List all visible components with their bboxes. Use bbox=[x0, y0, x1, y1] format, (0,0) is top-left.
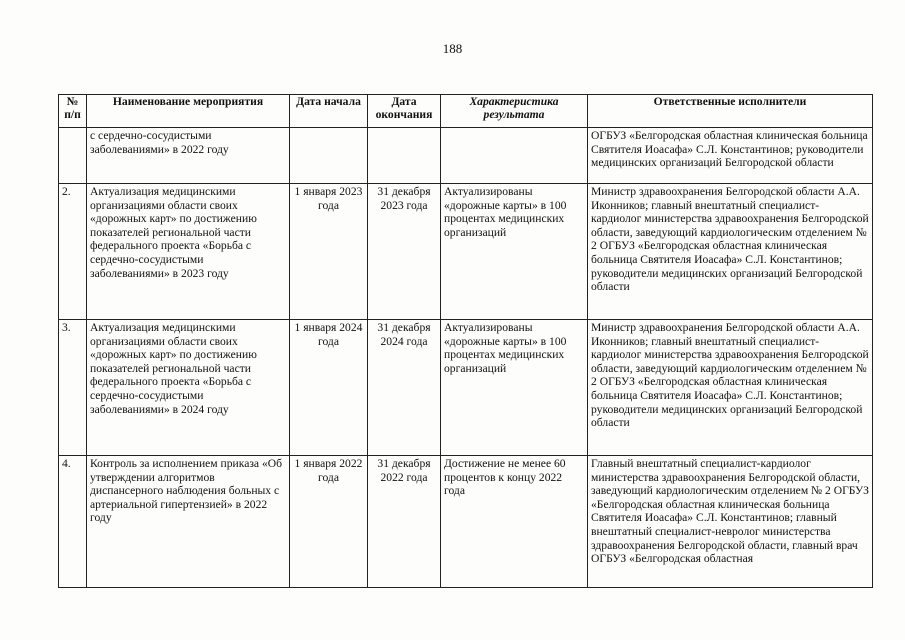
activity-name: Контроль за исполнением приказа «Об утверждении алгоритмов диспансерного наблюдения больных с артериальной гипертензией» в 2022 году bbox=[87, 456, 290, 588]
header-end-date: Дата окончания bbox=[368, 95, 441, 128]
activity-name: Актуализация медицинскими организациями области своих «дорожных карт» по достижению показателей региональной части федерального проекта «Борьба с сердечно-сосудистыми заболеваниями» в 2023 году bbox=[87, 184, 290, 320]
start-date bbox=[290, 128, 368, 184]
start-date: 1 января 2023 года bbox=[290, 184, 368, 320]
row-number bbox=[59, 128, 87, 184]
result-description: Актуализированы «дорожные карты» в 100 процентах медицинских организаций bbox=[441, 184, 588, 320]
end-date bbox=[368, 128, 441, 184]
start-date: 1 января 2022 года bbox=[290, 456, 368, 588]
header-result: Характеристика результата bbox=[441, 95, 588, 128]
table-row bbox=[59, 456, 873, 588]
result-description bbox=[441, 128, 588, 184]
responsible-persons: Министр здравоохранения Белгородской области А.А. Иконников; главный внештатный специалист-кардиолог министерства здравоохранения Белгородской области, заведующий кардиологическим отделением № 2 ОГБУЗ «Белгородская областная клиническая больница Святителя Иоасафа» С.Л. Константинов; руководители медицинских организаций Белгородской области bbox=[588, 184, 873, 320]
header-activity-name: Наименование мероприятия bbox=[87, 95, 290, 128]
header-start-date: Дата начала bbox=[290, 95, 368, 128]
result-description: Актуализированы «дорожные карты» в 100 процентах медицинских организаций bbox=[441, 320, 588, 456]
activity-name: с сердечно-сосудистыми заболеваниями» в 2022 году bbox=[87, 128, 290, 184]
header-number: № п/п bbox=[59, 95, 87, 128]
page-number: 188 bbox=[442, 41, 463, 56]
header-responsible: Ответственные исполнители bbox=[588, 95, 873, 128]
start-date: 1 января 2024 года bbox=[290, 320, 368, 456]
table-row bbox=[59, 128, 873, 184]
row-number: 3. bbox=[59, 320, 87, 456]
row-number: 4. bbox=[59, 456, 87, 588]
responsible-persons: ОГБУЗ «Белгородская областная клиническая больница Святителя Иоасафа» С.Л. Константинов; руководители медицинских организаций Белгородской области bbox=[588, 128, 873, 184]
result-description: Достижение не менее 60 процентов к концу 2022 года bbox=[441, 456, 588, 588]
responsible-persons: Министр здравоохранения Белгородской области А.А. Иконников; главный внештатный специалист-кардиолог министерства здравоохранения Белгородской области, заведующий кардиологическим отделением № 2 ОГБУЗ «Белгородская областная клиническая больница Святителя Иоасафа» С.Л. Константинов; руководители медицинских организаций Белгородской области bbox=[588, 320, 873, 456]
end-date: 31 декабря 2024 года bbox=[368, 320, 441, 456]
responsible-persons: Главный внештатный специалист-кардиолог министерства здравоохранения Белгородской области, заведующий кардиологическим отделением № 2 ОГБУЗ «Белгородская областная клиническая больница Святителя Иоасафа» С.Л. Константинов; главный внештатный специалист-невролог министерства здравоохранения Белгородской области, главный врач ОГБУЗ «Белгородская областная bbox=[588, 456, 873, 588]
table-header-row bbox=[59, 95, 873, 128]
activity-name: Актуализация медицинскими организациями области своих «дорожных карт» по достижению показателей региональной части федерального проекта «Борьба с сердечно-сосудистыми заболеваниями» в 2024 году bbox=[87, 320, 290, 456]
row-number: 2. bbox=[59, 184, 87, 320]
table-row bbox=[59, 320, 873, 456]
end-date: 31 декабря 2023 года bbox=[368, 184, 441, 320]
action-plan-table bbox=[58, 94, 873, 588]
end-date: 31 декабря 2022 года bbox=[368, 456, 441, 588]
table-row bbox=[59, 184, 873, 320]
